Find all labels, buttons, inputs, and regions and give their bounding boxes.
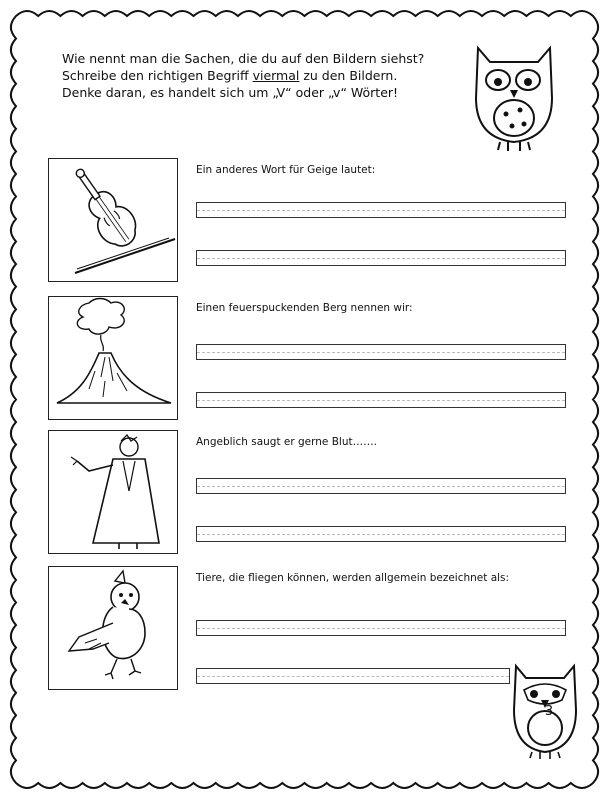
volcano-icon <box>49 297 177 419</box>
instruction-line-2 <box>62 67 462 84</box>
task-section-4 <box>48 566 568 692</box>
task-section-3 <box>48 430 568 556</box>
task-section-2 <box>48 296 568 422</box>
instruction-line-2-start: Schreibe den richtigen Begriff <box>62 68 253 83</box>
writing-line[interactable] <box>196 478 566 494</box>
owl-icon <box>468 38 560 156</box>
writing-line[interactable] <box>196 668 510 684</box>
page-number: 3 <box>544 704 554 719</box>
picture-frame <box>48 158 178 282</box>
picture-frame <box>48 296 178 420</box>
writing-line[interactable] <box>196 526 566 542</box>
bird-icon <box>49 567 177 689</box>
picture-frame <box>48 566 178 690</box>
instruction-line-1: Wie nennt man die Sachen, die du auf den Bildern siehst? <box>62 51 425 66</box>
task-prompt: Angeblich saugt er gerne Blut……. <box>196 436 377 448</box>
violin-icon <box>49 159 177 281</box>
instructions <box>62 50 462 101</box>
vampire-icon <box>49 431 177 553</box>
writing-line[interactable] <box>196 620 566 636</box>
task-section-1 <box>48 158 568 284</box>
writing-line[interactable] <box>196 392 566 408</box>
emphasis-word: viermal <box>252 68 300 83</box>
instruction-line-2-end: zu den Bildern. <box>299 68 398 83</box>
picture-frame <box>48 430 178 554</box>
task-prompt: Einen feuerspuckenden Berg nennen wir: <box>196 302 413 314</box>
writing-line[interactable] <box>196 250 566 266</box>
writing-line[interactable] <box>196 202 566 218</box>
task-prompt: Ein anderes Wort für Geige lautet: <box>196 164 376 176</box>
task-prompt: Tiere, die fliegen können, werden allgemein bezeichnet als: <box>196 572 510 584</box>
instruction-line-3: Denke daran, es handelt sich um „V“ oder „v“ Wörter! <box>62 85 399 100</box>
writing-line[interactable] <box>196 344 566 360</box>
